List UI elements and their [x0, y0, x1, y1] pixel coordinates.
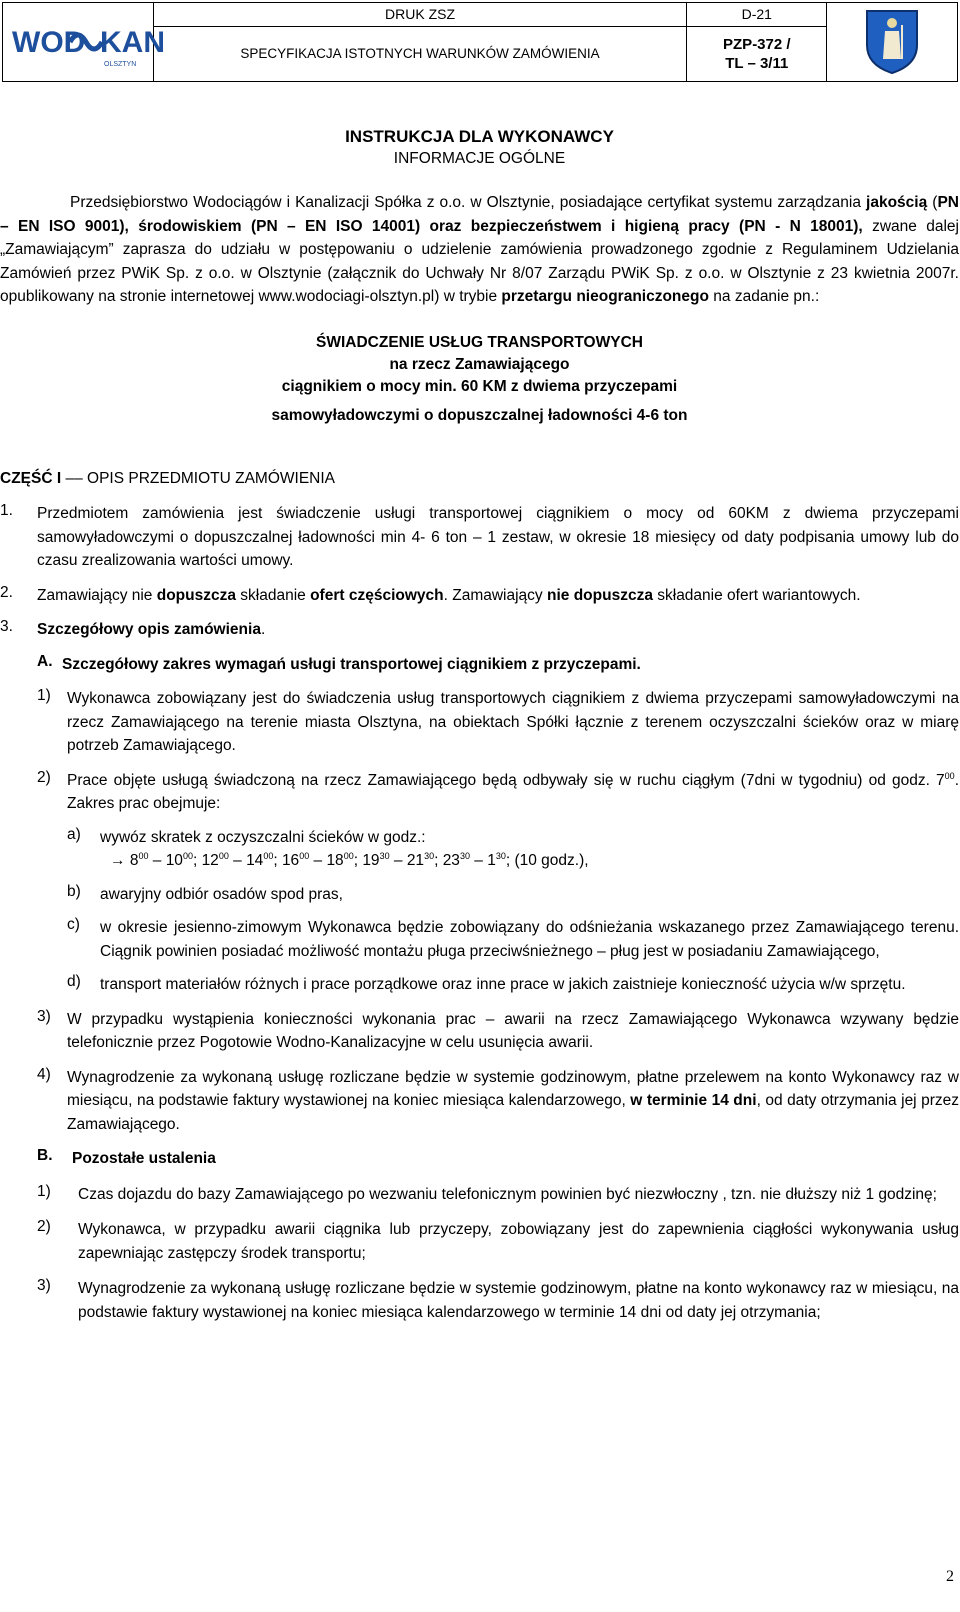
section-3: 3. Szczegółowy opis zamówienia.: [0, 618, 266, 638]
section-B: B. Pozostałe ustalenia: [37, 1147, 216, 1167]
page-number: 2: [946, 1568, 954, 1585]
subject-block: ŚWIADCZENIE USŁUG TRANSPORTOWYCH na rzecz Zamawiającego ciągnikiem o mocy min. 60 KM z dwiema przyczepami samowyładowczymi o dopuszczalnej ładowności 4-6 ton: [271, 333, 688, 424]
item-a2b: b) awaryjny odbiór osadów spod pras,: [67, 882, 343, 903]
svg-text:OLSZTYN: OLSZTYN: [103, 60, 137, 68]
form-name: DRUK ZSZ: [153, 3, 686, 27]
item-a4: 4) Wynagrodzenie za wykonaną usługę rozliczane będzie w systemie godzinowym, płatne przelewem na konto Wykonawcy raz w miesiącu, na podstawie faktury wystawionej na koniec miesiąca kalendarzowego, w terminie 14 dni, od daty otrzymania jej przez Zamawiającego.: [37, 1065, 960, 1133]
part1-heading: CZĘŚĆ I –– OPIS PRZEDMIOTU ZAMÓWIENIA: [0, 469, 336, 487]
intro-paragraph: Przedsiębiorstwo Wodociągów i Kanalizacji Spółka z o.o. w Olsztynie, posiadające certyfikat systemu zarządzania jakością (PN – EN ISO 9001), środowiskiem (PN – EN ISO 14001) oraz bezpieczeństwem i higieną pracy (PN - N 18001), zwane dalej „Zamawiającym” zaprasza do udziału w postępowaniu o udzielenie zamówienia prowadzonego zgodnie z Regulaminem Udzielania Zamówień przez PWiK Sp. z o.o. w Olsztynie (załącznik do Uchwały Nr 8/07 Zarządu PWiK Sp. z o.o. w Olsztynie z 23 kwietnia 2007r. opublikowany na stronie internetowej www.wodociagi-olsztyn.pl) w trybie przetargu nieograniczonego na zadanie pn.:: [0, 194, 960, 305]
section-1: 1. Przedmiotem zamówienia jest świadczenie usługi transportowej ciągnikiem o mocy od 60KM z dwiema przyczepami samowyładowczymi o dopuszczalnej ładowności min 4- 6 ton – 1 zestaw, w okresie 18 miesięcy od daty podpisania umowy lub do czasu zrealizowania wartości umowy.: [0, 502, 959, 569]
item-a1: 1) Wykonawca zobowiązany jest do świadczenia usług transportowych ciągnikiem z dwiema przyczepami samowyładowczymi na rzecz Zamawiającego na terenie miasta Olsztyna, na obiektach Spółki łącznie z terenem oczyszczalni ścieków oraz w miarę potrzeb Zamawiającego.: [37, 687, 959, 754]
item-a2: 2) Prace objęte usługą świadczoną na rzecz Zamawiającego będą odbywały się w ruchu ciągłym (7dni w tygodniu) od godz. $7^{00}$. Zakres prac obejmuje:: [37, 768, 959, 812]
wodkan-logo: [3, 3, 165, 82]
section-2: 2. Zamawiający nie dopuszcza składanie ofert częściowych. Zamawiający nie dopuszcza składanie ofert wariantowych.: [0, 583, 861, 604]
document-header: [2, 2, 958, 82]
title-instrukcja: INSTRUKCJA DLA WYKONAWCY: [345, 127, 614, 146]
item-b3: 3) Wynagrodzenie za wykonaną usługę rozliczane będzie w systemie godzinowym, płatne na konto wykonawcy raz w miesiącu, na podstawie faktury wystawionej na koniec miesiąca kalendarzowego w terminie 14 dni od daty jej otrzymania;: [37, 1277, 959, 1321]
reference-number: PZP-372 / TL – 3/11: [687, 26, 827, 81]
city-crest: [827, 3, 958, 82]
spec-title: SPECYFIKACJA ISTOTNYCH WARUNKÓW ZAMÓWIENIA: [153, 26, 686, 81]
form-code: D-21: [687, 3, 827, 27]
item-a2a: a) wywóz skratek z oczyszczalni ścieków w godz.: → $8^{00} - 10^{00}$; $12^{00} - 14^{00}$; $16^{00} - 18^{00}$; $19^{30} - 21^{30}$; $23^{30} - 1^{30}$; (10 godz.),: [67, 826, 959, 873]
arrow-icon: →: [110, 852, 126, 869]
document-body: [0, 126, 960, 1324]
svg-text:WOD: WOD: [11, 25, 86, 59]
svg-text:KAN: KAN: [99, 25, 165, 59]
item-b1: 1) Czas dojazdu do bazy Zamawiającego po wezwaniu telefonicznym powinien być niezwłoczny , tzn. nie dłuższy niż 1 godzinę;: [37, 1182, 937, 1203]
hours-line: → $8^{00} - 10^{00}$; $12^{00} - 14^{00}$; $16^{00} - 18^{00}$; $19^{30} - 21^{30}$; $23^{30} - 1^{30}$; (10 godz.),: [110, 850, 589, 869]
item-b2: 2) Wykonawca, w przypadku awarii ciągnika lub przyczepy, zobowiązany jest do zapewnienia ciągłości wykonywania usług zapewniając zastępczy środek transportu;: [37, 1218, 959, 1262]
item-a3: 3) W przypadku wystąpienia konieczności wykonania prac – awarii na rzecz Zamawiającego Wykonawca wzywany będzie telefonicznie przez Pogotowie Wodno-Kanalizacyjne w celu usunięcia awarii.: [37, 1007, 959, 1051]
item-a2d: d) transport materiałów różnych i prace porządkowe oraz inne prace w jakich zaistnieje konieczność użycia w/w sprzętu.: [67, 973, 906, 993]
crest-icon: [863, 7, 921, 75]
title-informacje: INFORMACJE OGÓLNE: [393, 150, 566, 167]
item-a2c: c) w okresie jesienno-zimowym Wykonawca będzie zobowiązany do odśnieżania wskazanego przez Zamawiającego terenu. Ciągnik powinien posiadać możliwość montażu pługa przeciwśnieżnego – pług jest w posiadaniu Zamawiającego,: [67, 916, 959, 960]
section-A: A. Szczegółowy zakres wymagań usługi transportowej ciągnikiem z przyczepami.: [37, 652, 641, 673]
